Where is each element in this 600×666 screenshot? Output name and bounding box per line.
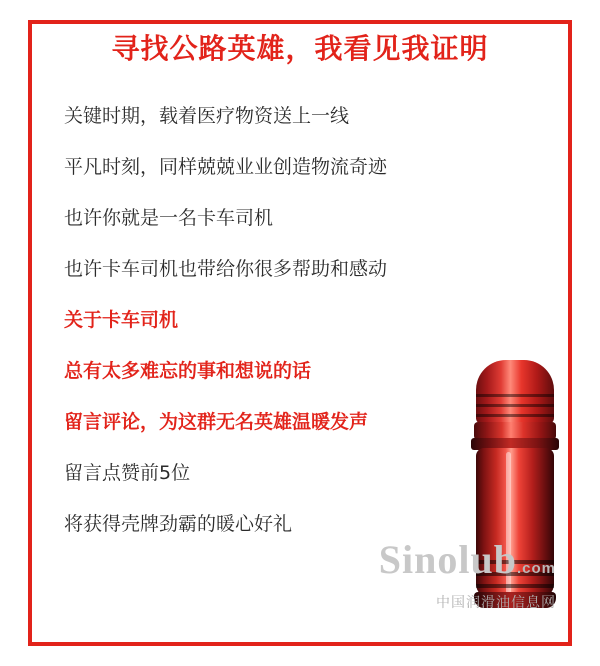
poster-title-container <box>89 26 510 72</box>
watermark-subtitle: 中国润滑油信息网 <box>436 595 556 611</box>
body-line: 也许卡车司机也带给你很多帮助和感动 <box>64 258 388 280</box>
watermark-logo <box>379 539 556 590</box>
bottle-cap-line <box>476 394 554 397</box>
poster-body-text <box>64 104 484 563</box>
body-line: 将获得壳牌劲霸的暖心好礼 <box>64 513 293 535</box>
body-line: 关键时期，载着医疗物资送上一线 <box>64 105 350 127</box>
body-line: 也许你就是一名卡车司机 <box>64 207 274 229</box>
bottle-cap-line <box>476 414 554 417</box>
watermark-logo-text: Sinolub <box>378 537 517 582</box>
watermark-logo-suffix: .com <box>516 560 556 577</box>
body-line-highlight: 关于卡车司机 <box>64 309 179 331</box>
body-line-highlight: 留言评论，为这群无名英雄温暖发声 <box>64 411 369 433</box>
watermark <box>379 539 556 612</box>
body-line: 平凡时刻，同样兢兢业业创造物流奇迹 <box>64 156 388 178</box>
body-line-highlight: 总有太多难忘的事和想说的话 <box>64 360 312 382</box>
body-line: 留言点赞前5位 <box>64 462 191 484</box>
page-title: 寻找公路英雄，我看见我证明 <box>111 32 489 65</box>
bottle-cap-line <box>476 404 554 407</box>
